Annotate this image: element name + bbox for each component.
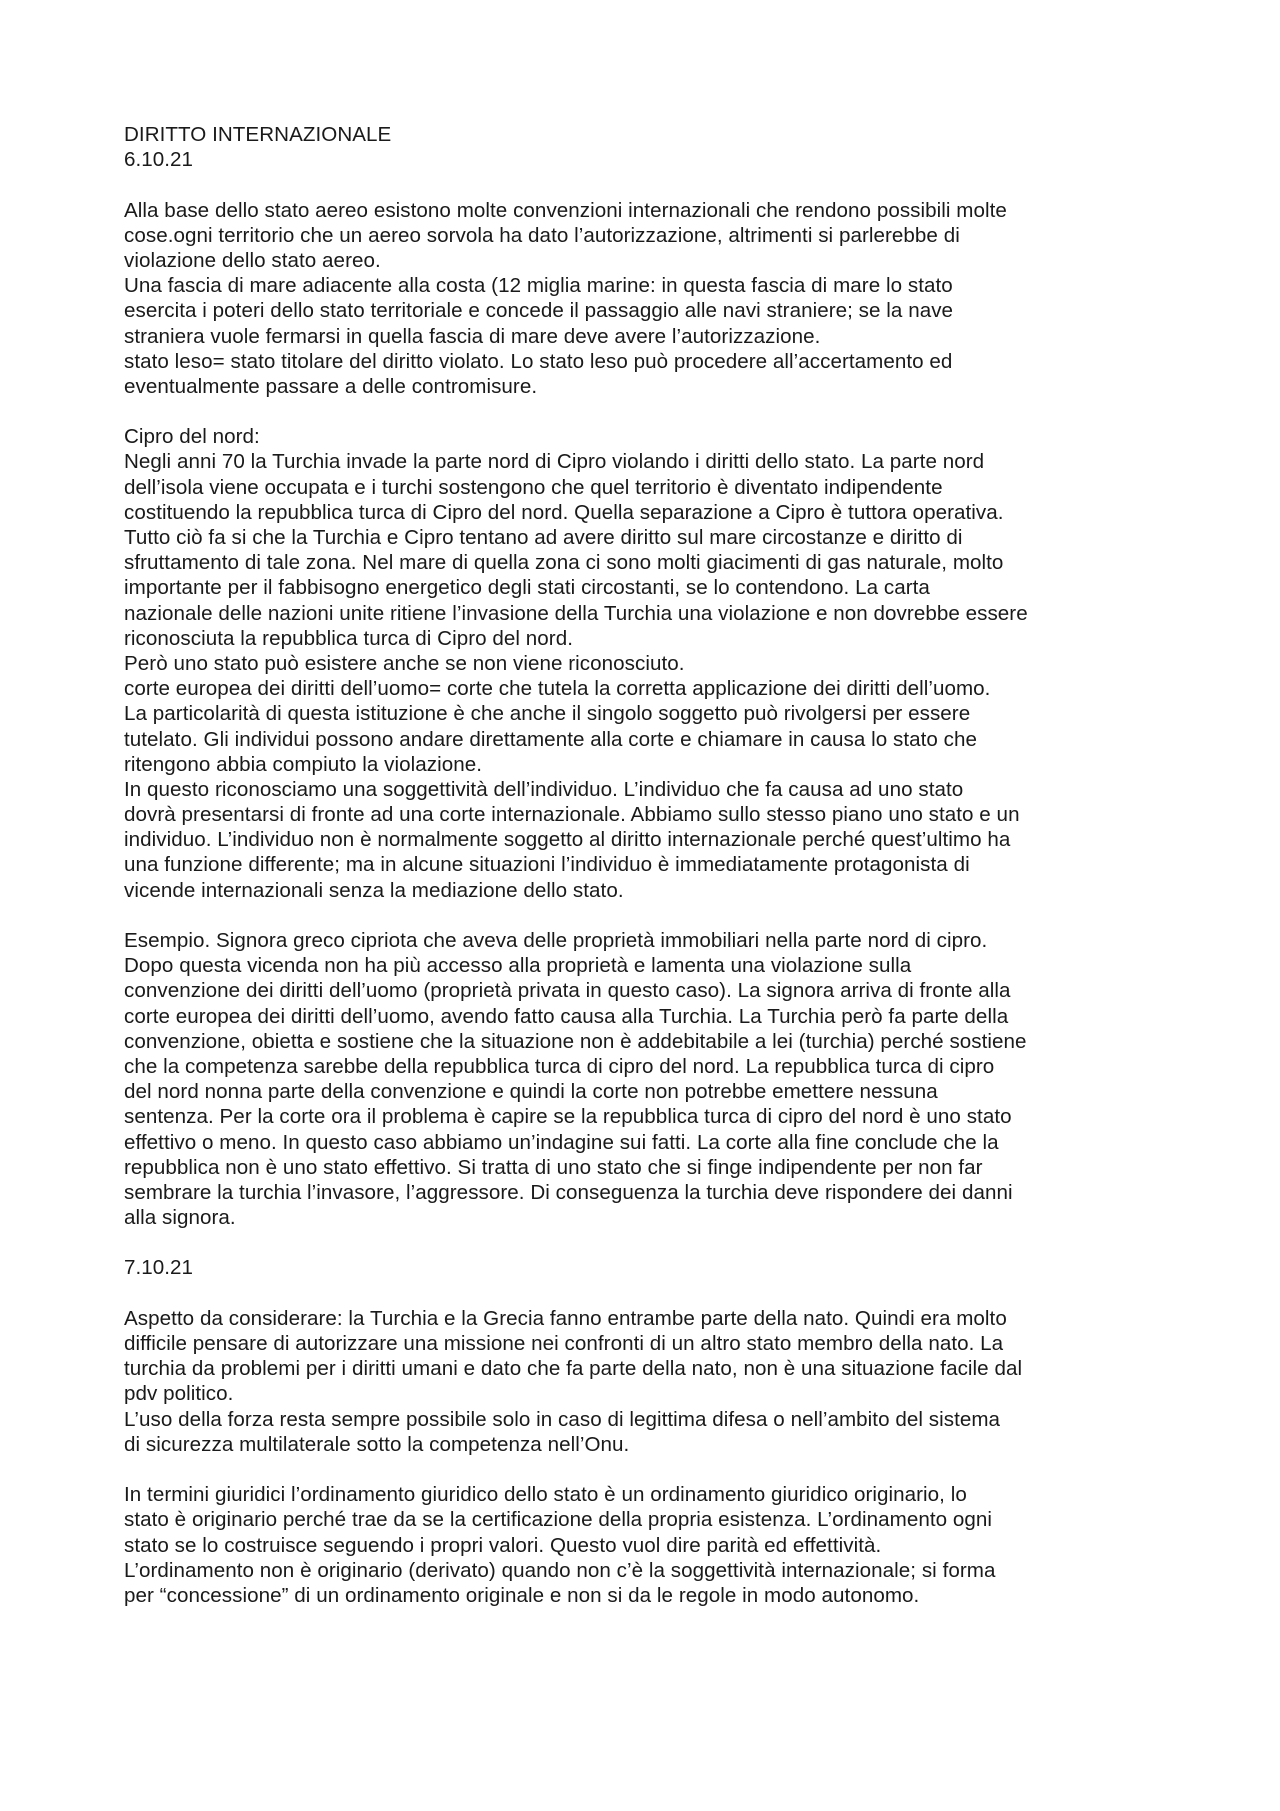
text-line: straniera vuole fermarsi in quella fascia di mare deve avere l’autorizzazione. [124, 324, 821, 348]
text-line: In questo riconosciamo una soggettività dell’individuo. L’individuo che fa causa ad uno stato [124, 777, 964, 801]
text-line: convenzione, obietta e sostiene che la situazione non è addebitabile a lei (turchia) perché sostiene [124, 1029, 1027, 1053]
text-line: effettivo o meno. In questo caso abbiamo un’indagine sui fatti. La corte alla fine conclude che la [124, 1130, 999, 1154]
text-line: difficile pensare di autorizzare una missione nei confronti di un altro stato membro della nato. La [124, 1332, 1004, 1355]
text-line: stato è originario perché trae da se la certificazione della propria esistenza. L’ordinamento ogni [124, 1508, 993, 1532]
document-title: DIRITTO INTERNAZIONALE [124, 123, 392, 146]
text-line: sentenza. Per la corte ora il problema è capire se la repubblica turca di cipro del nord è uno stato [124, 1105, 1012, 1129]
paragraph-cipro-del-nord [124, 424, 1234, 903]
text-line: costituendo la repubblica turca di Cipro del nord. Quella separazione a Cipro è tuttora operativa. [124, 500, 1004, 524]
text-line: Tutto ciò fa si che la Turchia e Cipro tentano ad avere diritto sul mare circostanze e diritto di [124, 526, 963, 549]
text-line: corte europea dei diritti dell’uomo= corte che tutela la corretta applicazione dei diritti dell’uomo. [124, 677, 991, 701]
text-line: La particolarità di questa istituzione è che anche il singolo soggetto può rivolgersi per essere [124, 702, 971, 726]
document-header [124, 122, 1234, 172]
text-line: tutelato. Gli individui possono andare direttamente alla corte e chiamare in causa lo stato che [124, 727, 978, 751]
text-line: Alla base dello stato aereo esistono molte convenzioni internazionali che rendono possibili molte [124, 198, 1007, 222]
lecture-date-2: 7.10.21 [124, 1256, 194, 1280]
text-line: sfruttamento di tale zona. Nel mare di quella zona ci sono molti giacimenti di gas naturale, molto [124, 551, 1004, 575]
text-line: Però uno stato può esistere anche se non viene riconosciuto. [124, 651, 685, 675]
text-line: stato se lo costruisce seguendo i propri valori. Questo vuol dire parità ed effettività. [124, 1533, 882, 1557]
text-line: corte europea dei diritti dell’uomo, avendo fatto causa alla Turchia. La Turchia però fa parte della [124, 1004, 1009, 1028]
text-line: Una fascia di mare adiacente alla costa (12 miglia marine: in questa fascia di mare lo stato [124, 274, 953, 298]
spacer [124, 172, 1234, 197]
text-line: violazione dello stato aereo. [124, 248, 381, 272]
paragraph-stato-aereo [124, 198, 1234, 400]
text-line: vicende internazionali senza la mediazione dello stato. [124, 878, 624, 902]
text-line: L’ordinamento non è originario (derivato) quando non c’è la soggettività internazionale; si forma [124, 1558, 996, 1582]
section-heading: Cipro del nord: [124, 425, 260, 449]
spacer [124, 1457, 1234, 1482]
text-line: nazionale delle nazioni unite ritiene l’invasione della Turchia una violazione e non dovrebbe essere [124, 601, 1028, 625]
text-line: sembrare la turchia l’invasore, l’aggressore. Di conseguenza la turchia deve rispondere dei danni [124, 1180, 1013, 1204]
spacer [124, 1230, 1234, 1255]
text-line: eventualmente passare a delle contromisure. [124, 374, 538, 398]
spacer [124, 1281, 1234, 1306]
text-line: riconosciuta la repubblica turca di Cipro del nord. [124, 626, 573, 650]
lecture-date: 6.10.21 [124, 148, 194, 172]
text-line: cose.ogni territorio che un aereo sorvola ha dato l’autorizzazione, altrimenti si parlerebbe di [124, 223, 960, 247]
text-line: che la competenza sarebbe della repubblica turca di cipro del nord. La repubblica turca di cipro [124, 1054, 995, 1078]
text-line: Aspetto da considerare: la Turchia e la Grecia fanno entrambe parte della nato. Quindi era molto [124, 1306, 1007, 1330]
text-line: repubblica non è uno stato effettivo. Si tratta di uno stato che si finge indipendente per non far [124, 1155, 983, 1179]
text-line: per “concessione” di un ordinamento originale e non si da le regole in modo autonomo. [124, 1583, 920, 1607]
paragraph-nato [124, 1306, 1234, 1457]
text-line: convenzione dei diritti dell’uomo (proprietà privata in questo caso). La signora arriva di fronte alla [124, 979, 1011, 1003]
text-line: dovrà presentarsi di fronte ad una corte internazionale. Abbiamo sullo stesso piano uno stato e un [124, 803, 1020, 827]
text-line: Esempio. Signora greco cipriota che aveva delle proprietà immobiliari nella parte nord di cipro. [124, 929, 988, 952]
text-line: una funzione differente; ma in alcune situazioni l’individuo è immediatamente protagonista di [124, 853, 970, 877]
spacer [124, 399, 1234, 424]
text-line: stato leso= stato titolare del diritto violato. Lo stato leso può procedere all’accertamento ed [124, 349, 953, 373]
text-line: di sicurezza multilaterale sotto la competenza nell’Onu. [124, 1432, 630, 1456]
text-line: turchia da problemi per i diritti umani e dato che fa parte della nato, non è una situazione facile dal [124, 1357, 1023, 1381]
text-line: In termini giuridici l’ordinamento giuridico dello stato è un ordinamento giuridico originario, lo [124, 1483, 967, 1507]
text-line: individuo. L’individuo non è normalmente soggetto al diritto internazionale perché quest’ultimo ha [124, 828, 1011, 852]
paragraph-esempio [124, 928, 1234, 1230]
text-line: esercita i poteri dello stato territoriale e concede il passaggio alle navi straniere; se la nave [124, 299, 954, 323]
text-line: ritengono abbia compiuto la violazione. [124, 752, 482, 776]
document-page [124, 122, 1234, 1608]
text-line: dell’isola viene occupata e i turchi sostengono che quel territorio è diventato indipendente [124, 475, 943, 499]
paragraph-ordinamento [124, 1482, 1234, 1608]
text-line: pdv politico. [124, 1382, 234, 1406]
text-line: alla signora. [124, 1206, 236, 1230]
text-line: Negli anni 70 la Turchia invade la parte nord di Cipro violando i diritti dello stato. La parte nord [124, 450, 985, 474]
text-line: importante per il fabbisogno energetico degli stati circostanti, se lo contendono. La carta [124, 576, 930, 600]
spacer [124, 903, 1234, 928]
text-line: Dopo questa vicenda non ha più accesso alla proprietà e lamenta una violazione sulla [124, 954, 912, 978]
text-line: del nord nonna parte della convenzione e quindi la corte non potrebbe emettere nessuna [124, 1080, 938, 1104]
text-line: L’uso della forza resta sempre possibile solo in caso di legittima difesa o nell’ambito del sistema [124, 1407, 1001, 1431]
